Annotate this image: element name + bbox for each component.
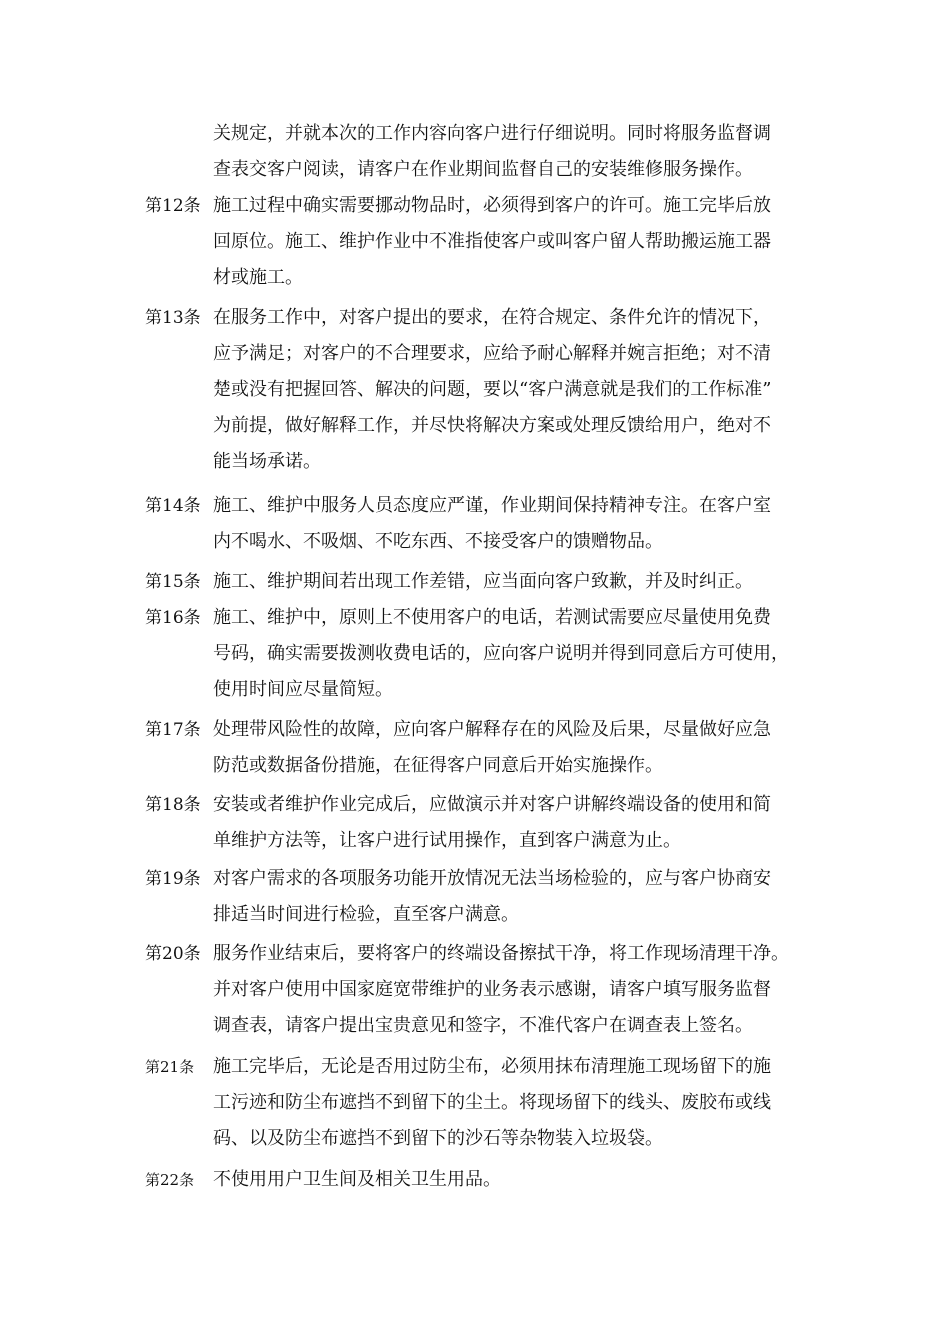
text-line: 能当场承诺。 <box>213 451 321 472</box>
article-number: 第22条 <box>145 1171 195 1189</box>
text-line: 对客户需求的各项服务功能开放情况无法当场检验的，应与客户协商安 <box>213 868 771 889</box>
article-number: 第20条 <box>145 944 201 964</box>
article-number: 第19条 <box>145 869 201 889</box>
article-body <box>213 488 813 560</box>
article-body <box>213 188 813 296</box>
text-line: 施工、维护中服务人员态度应严谨，作业期间保持精神专注。在客户室 <box>213 495 771 516</box>
text-line: 处理带风险性的故障，应向客户解释存在的风险及后果，尽量做好应急 <box>213 719 771 740</box>
text-line: 楚或没有把握回答、解决的问题，要以“客户满意就是我们的工作标准” <box>213 379 772 400</box>
text-line: 并对客户使用中国家庭宽带维护的业务表示感谢，请客户填写服务监督 <box>213 979 771 1000</box>
article-number: 第16条 <box>145 608 201 628</box>
article-number: 第12条 <box>145 196 201 216</box>
text-line: 查表交客户阅读，请客户在作业期间监督自己的安装维修服务操作。 <box>213 159 753 180</box>
text-line: 安装或者维护作业完成后，应做演示并对客户讲解终端设备的使用和简 <box>213 794 771 815</box>
article-body <box>213 712 813 784</box>
text-line: 排适当时间进行检验，直至客户满意。 <box>213 904 519 925</box>
text-line: 防范或数据备份措施，在征得客户同意后开始实施操作。 <box>213 755 663 776</box>
text-line: 单维护方法等，让客户进行试用操作，直到客户满意为止。 <box>213 830 681 851</box>
text-line: 服务作业结束后，要将客户的终端设备擦拭干净，将工作现场清理干净。 <box>213 943 789 964</box>
text-line: 不使用用户卫生间及相关卫生用品。 <box>213 1169 501 1190</box>
article-body <box>213 1162 813 1198</box>
article-body <box>213 600 813 708</box>
text-line: 内不喝水、不吸烟、不吃东西、不接受客户的馈赠物品。 <box>213 531 663 552</box>
text-line: 应予满足；对客户的不合理要求，应给予耐心解释并婉言拒绝；对不清 <box>213 343 771 364</box>
text-line: 施工、维护中，原则上不使用客户的电话，若测试需要应尽量使用免费 <box>213 607 771 628</box>
text-line: 在服务工作中，对客户提出的要求，在符合规定、条件允许的情况下， <box>213 307 771 328</box>
article-body <box>213 300 813 480</box>
article-number: 第18条 <box>145 795 201 815</box>
text-line: 施工、维护期间若出现工作差错，应当面向客户致歉，并及时纠正。 <box>213 571 753 592</box>
article-number: 第21条 <box>145 1058 195 1076</box>
text-line: 回原位。施工、维护作业中不准指使客户或叫客户留人帮助搬运施工器 <box>213 231 771 252</box>
article-body <box>213 861 813 933</box>
article-body <box>213 936 813 1044</box>
article-body <box>213 787 813 859</box>
article-number: 第17条 <box>145 720 201 740</box>
continued-paragraph <box>213 116 813 188</box>
text-line: 调查表，请客户提出宝贵意见和签字，不准代客户在调查表上签名。 <box>213 1015 753 1036</box>
text-line: 关规定，并就本次的工作内容向客户进行仔细说明。同时将服务监督调 <box>213 123 771 144</box>
text-line: 施工过程中确实需要挪动物品时，必须得到客户的许可。施工完毕后放 <box>213 195 771 216</box>
text-line: 使用时间应尽量简短。 <box>213 679 393 700</box>
text-line: 为前提，做好解释工作，并尽快将解决方案或处理反馈给用户，绝对不 <box>213 415 771 436</box>
text-line: 码、以及防尘布遮挡不到留下的沙石等杂物装入垃圾袋。 <box>213 1128 663 1149</box>
article-number: 第15条 <box>145 572 201 592</box>
article-number: 第14条 <box>145 496 201 516</box>
text-line: 工污迹和防尘布遮挡不到留下的尘土。将现场留下的线头、废胶布或线 <box>213 1092 771 1113</box>
article-body <box>213 564 813 600</box>
article-body <box>213 1049 813 1157</box>
article-number: 第13条 <box>145 308 201 328</box>
text-line: 材或施工。 <box>213 267 303 288</box>
text-line: 号码，确实需要拨测收费电话的，应向客户说明并得到同意后方可使用， <box>213 643 789 664</box>
text-line: 施工完毕后，无论是否用过防尘布，必须用抹布清理施工现场留下的施 <box>213 1056 771 1077</box>
